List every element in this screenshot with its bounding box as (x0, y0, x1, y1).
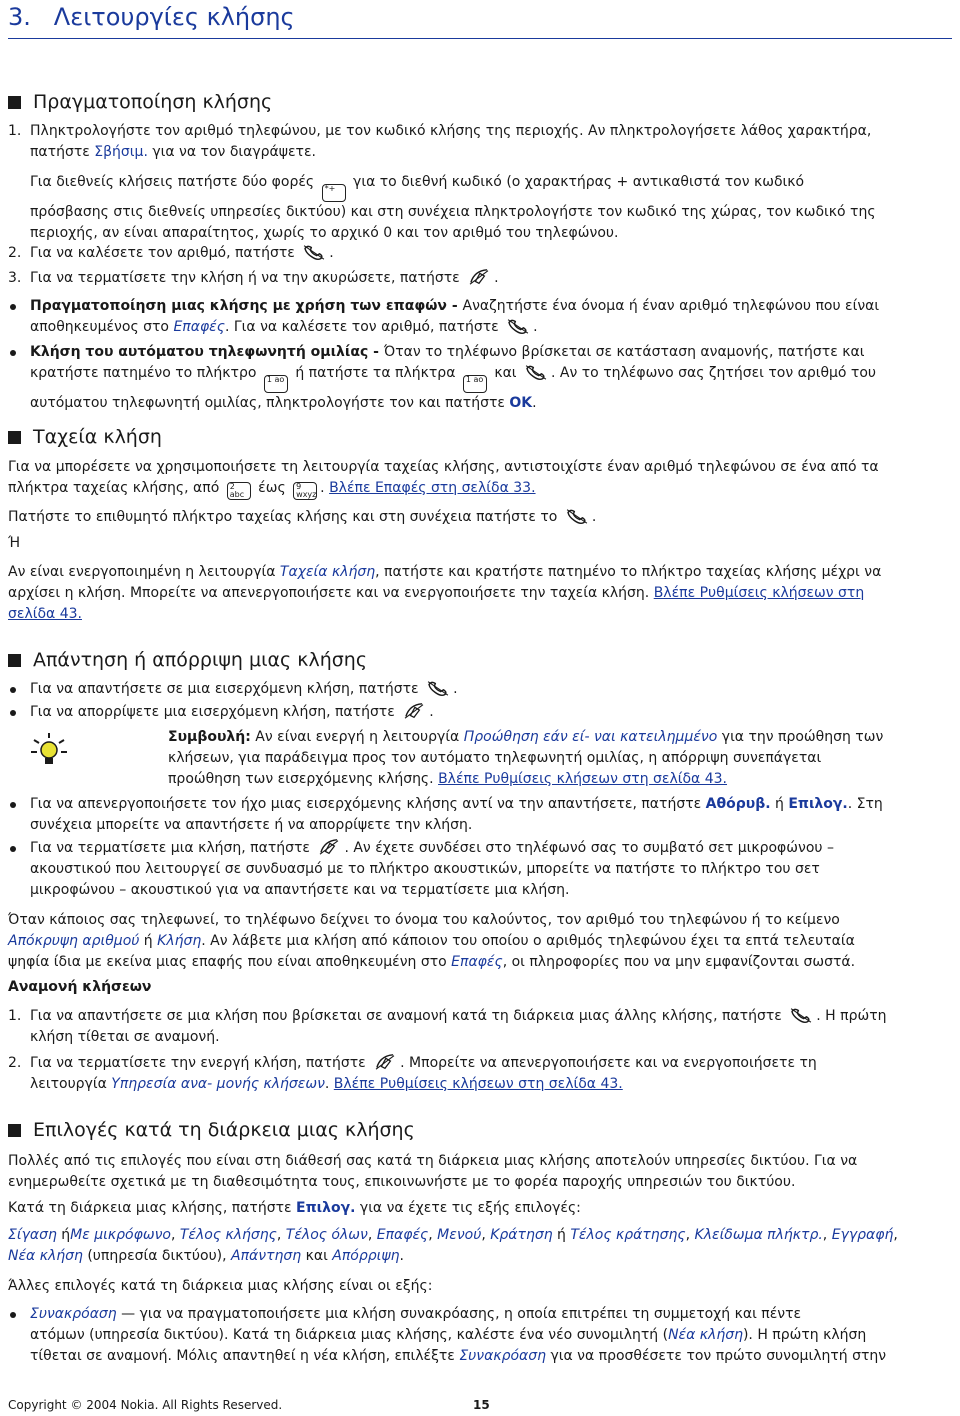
section-square-icon (8, 431, 21, 444)
waiting-step-2 (8, 1053, 952, 1095)
caller-id-paragraph (8, 910, 952, 973)
para-text: Πολλές από τις επιλογές που είναι στη διάθεσή σας κατά τη διάρκεια μιας κλήσης αποτελούν υπηρεσίες δικτύου. Για να (8, 1153, 858, 1169)
bullet-reject (8, 702, 952, 723)
bullet-answer (8, 679, 952, 700)
chapter-heading (8, 0, 295, 34)
option-hold: Κράτηση (490, 1227, 553, 1243)
step-text: Για να τερματίσετε την ενεργή κλήση, πατήστε (30, 1055, 371, 1071)
option-new-call: Νέα κλήση (8, 1248, 83, 1264)
bullet-text: . Αν έχετε συνδέσει στο τηλέφωνό σας το συμβατό σετ μικροφώνου – (344, 840, 834, 856)
para-text: Για διεθνείς κλήσεις πατήστε δύο φορές (30, 174, 319, 190)
step-1 (8, 121, 952, 163)
step-text: πατήστε (30, 144, 95, 160)
options-softkey: Επιλογ. (296, 1200, 356, 1216)
key-2-icon: 2 abc (227, 482, 251, 500)
option-menu: Μενού (437, 1227, 482, 1243)
section-heading-answer-reject (8, 648, 367, 672)
sep: , (685, 1227, 695, 1243)
sep: και (301, 1248, 333, 1264)
in-call-para-1 (8, 1151, 952, 1193)
bullet-text: . (453, 681, 458, 697)
bullet-bold: Κλήση του αυτόματου τηλεφωνητή ομιλίας - (30, 344, 384, 360)
bullet-mute (8, 794, 952, 836)
copyright-notice: Copyright © 2004 Nokia. All Rights Reserved. (8, 1398, 283, 1412)
end-key-icon (467, 268, 491, 286)
section-square-icon (8, 654, 21, 667)
chapter-number: 3. (8, 3, 31, 31)
see-call-settings-link[interactable]: σελίδα 43. (8, 606, 82, 622)
tip-text: κλήσεων, για παράδειγμα προς τον αυτόματο τηλεφωνητή ομιλίας, η απόρριψη συνεπάγεται (168, 750, 822, 766)
section-heading-in-call-options (8, 1118, 415, 1142)
hide-number-ref: Απόκρυψη αριθμού (8, 933, 140, 949)
call-key-icon (426, 679, 450, 697)
option-lock-keypad: Κλείδωμα πλήκτρ. (694, 1227, 823, 1243)
para-text: . (591, 509, 597, 525)
section-heading-speed-dial (8, 425, 162, 449)
tip-lightbulb-icon (30, 732, 68, 768)
conference-ref: Συνακρόαση (459, 1348, 547, 1364)
speed-dial-para-2 (8, 507, 952, 528)
bullet-text: αποθηκευμένος στο (30, 319, 174, 335)
bullet-text: ατόμων (υπηρεσία δικτύου). Κατά τη διάρκεια μιας κλήσης, καλέστε ένα νέο συνομιλητή ( (30, 1327, 669, 1343)
bullet-text: κρατήστε πατημένο το πλήκτρο (30, 365, 261, 381)
step-text: κλήση τίθεται σε αναμονή. (30, 1029, 220, 1045)
option-answer: Απάντηση (231, 1248, 302, 1264)
section-square-icon (8, 1124, 21, 1137)
bullet-text: Όταν το τηλέφωνο βρίσκεται σε κατάσταση αναμονής, πατήστε και (383, 344, 865, 360)
sep: ή (56, 1227, 71, 1243)
step-number: 3. (8, 270, 22, 286)
bullet-text: Για να απαντήσετε σε μια εισερχόμενη κλήση, πατήστε (30, 681, 424, 697)
para-text: αρχίσει η κλήση. Μπορείτε να απενεργοποιήσετε και να ενεργοποιήσετε την ταχεία κλήση. (8, 585, 654, 601)
sep: (υπηρεσία δικτύου), (82, 1248, 232, 1264)
bullet-end-call (8, 838, 952, 901)
step-text: λειτουργία (30, 1076, 112, 1092)
sep: , (367, 1227, 377, 1243)
sep: , (428, 1227, 438, 1243)
bullet-text: . Αν το τηλέφωνο σας ζητήσει τον αριθμό του (551, 365, 877, 381)
call-key-icon (524, 363, 548, 381)
step-text: . (324, 1076, 334, 1092)
bullet-text: Για να απορρίψετε μια εισερχόμενη κλήση, πατήστε (30, 704, 400, 720)
bullet-text: . (429, 704, 434, 720)
para-text: , πατήστε και κρατήστε πατημένο το πλήκτρο ταχείας κλήσης μέχρι να (375, 564, 882, 580)
option-record: Εγγραφή (831, 1227, 894, 1243)
para-text: έως (253, 480, 291, 496)
option-contacts: Επαφές (376, 1227, 429, 1243)
bullet-text: Αναζητήστε ένα όνομα ή έναν αριθμό τηλεφώνου που είναι (462, 298, 880, 314)
para-text: ή (139, 933, 158, 949)
bullet-text: Για να τερματίσετε μια κλήση, πατήστε (30, 840, 315, 856)
bullet-text: — για να πραγματοποιήσετε μια κλήση συνακρόασης, η οποία επιτρέπει τη συμμετοχή και πέντε (116, 1306, 802, 1322)
section-heading-make-call (8, 90, 272, 114)
bullet-text: . Στη (847, 796, 883, 812)
para-text: πρόσβασης στις διεθνείς υπηρεσίες δικτύου) και στη συνέχεια πληκτρολογήστε τον κωδικό της χώρας, τον κωδικό της (30, 204, 876, 220)
para-text: . Αν λάβετε μια κλήση από κάποιον του οποίου ο αριθμός τηλεφώνου έχει τα επτά τελευταία (201, 933, 855, 949)
option-end-all: Τέλος όλων (285, 1227, 368, 1243)
bullet-text: μικροφώνου – ακουστικού για να απαντήσετε και να τερματίσετε μια κλήση. (30, 882, 570, 898)
speed-dial-para-1 (8, 457, 952, 500)
para-text: για να έχετε τις εξής επιλογές: (355, 1200, 581, 1216)
key-1-icon: 1 ao (264, 375, 288, 393)
option-reject: Απόρριψη (332, 1248, 400, 1264)
call-ref: Κλήση (157, 933, 202, 949)
bullet-text: αυτόματου τηλεφωνητή ομιλίας, πληκτρολογήστε τον και πατήστε (30, 395, 510, 411)
silence-softkey: Αθόρυβ. (705, 796, 771, 812)
speed-dial-para-3 (8, 562, 952, 625)
sep: , (481, 1227, 491, 1243)
speed-dial-setting-ref: Ταχεία κλήση (279, 564, 376, 580)
contacts-menu-ref: Επαφές (173, 319, 225, 335)
bullet-voice-mailbox (8, 342, 952, 414)
in-call-para-3: Άλλες επιλογές κατά τη διάρκεια μιας κλήσης είναι οι εξής: (8, 1278, 433, 1294)
or-text: Ή (8, 535, 21, 551)
ok-softkey: OK (509, 395, 533, 411)
para-text: για το διεθνή κωδικό (ο χαρακτήρας + αντικαθιστά τον κωδικό (348, 174, 805, 190)
para-text: Κατά τη διάρκεια μιας κλήσης, πατήστε (8, 1200, 297, 1216)
section-title: Απάντηση ή απόρριψη μιας κλήσης (33, 649, 367, 671)
sep: ή (552, 1227, 571, 1243)
star-key-icon: *+ (322, 184, 346, 202)
international-call-paragraph (8, 172, 952, 244)
tip-text: για την προώθηση των (717, 729, 884, 745)
chapter-rule (8, 38, 952, 39)
in-call-para-2 (8, 1198, 952, 1219)
step-text: Για να καλέσετε τον αριθμό, πατήστε (30, 245, 300, 261)
tip-text: προώθηση των εισερχόμενης κλήσης. (168, 771, 439, 787)
call-key-icon (565, 507, 589, 525)
sep: , (170, 1227, 180, 1243)
see-contacts-link[interactable]: Βλέπε Επαφές στη σελίδα 33. (329, 480, 536, 496)
step-text: . Μπορείτε να απενεργοποιήσετε και να ενεργοποιήσετε τη (400, 1055, 817, 1071)
section-square-icon (8, 96, 21, 109)
delete-softkey: Σβήσιμ. (94, 144, 148, 160)
bullet-text: συνέχεια μπορείτε να απαντήσετε ή να απορρίψετε την κλήση. (30, 817, 473, 833)
para-text: , οι πληροφορίες που να μην εμφανίζονται σωστά. (502, 954, 856, 970)
call-key-icon (506, 317, 530, 335)
bullet-text: . Για να καλέσετε τον αριθμό, πατήστε (224, 319, 504, 335)
end-key-icon (373, 1053, 397, 1071)
step-text: . Η πρώτη (816, 1008, 887, 1024)
in-call-options-list (8, 1225, 952, 1267)
bullet-text: τίθεται σε αναμονή. Μόλις απαντηθεί η νέα κλήση, επιλέξτε (30, 1348, 460, 1364)
step-text: . (494, 270, 499, 286)
bullet-text: ή (770, 796, 789, 812)
bullet-bold: Πραγματοποίηση μιας κλήσης με χρήση των επαφών - (30, 298, 463, 314)
end-key-icon (402, 702, 426, 720)
step-text: Για να απαντήσετε σε μια κλήση που βρίσκεται σε αναμονή κατά τη διάρκεια μιας άλλης κλήσης, πατήστε (30, 1008, 787, 1024)
sep: , (276, 1227, 286, 1243)
step-number: 1. (8, 123, 22, 139)
para-text: Όταν κάποιος σας τηλεφωνεί, το τηλέφωνο δείχνει το όνομα του καλούντος, τον αριθμό του τηλεφώνου ή το κείμενο (8, 912, 840, 928)
para-text: περιοχής, αν είναι απαραίτητος, χωρίς το αρχικό 0 και τον αριθμό του τηλεφώνου. (30, 225, 619, 241)
para-text: ψηφία ίδια με εκείνα μιας επαφής που είναι αποθηκευμένη στο (8, 954, 452, 970)
step-3 (8, 268, 952, 289)
sep: , (822, 1227, 832, 1243)
bullet-text: για να προσθέσετε τον πρώτο συνομιλητή στην (546, 1348, 887, 1364)
bullet-text: ή πατήστε τα πλήκτρα (290, 365, 460, 381)
step-number: 2. (8, 245, 22, 261)
call-waiting-subheading: Αναμονή κλήσεων (8, 979, 152, 995)
para-text: Πατήστε το επιθυμητό πλήκτρο ταχείας κλήσης και στη συνέχεια πατήστε το (8, 509, 562, 525)
step-text: Για να τερματίσετε την κλήση ή να την ακυρώσετε, πατήστε (30, 270, 465, 286)
step-number: 1. (8, 1008, 22, 1024)
step-text: Πληκτρολογήστε τον αριθμό τηλεφώνου, με τον κωδικό κλήσης της περιοχής. Αν πληκτρολογήσετε λάθος χαρακτήρα, (30, 123, 872, 139)
section-title: Ταχεία κλήση (33, 426, 162, 448)
sep: . (399, 1248, 404, 1264)
para-text: . (320, 480, 330, 496)
para-text: ενημερωθείτε σχετικά με τη διαθεσιμότητα τους, επικοινωνήστε με το φορέα παροχής υπηρεσιών του δικτύου. (8, 1174, 796, 1190)
sep: , (893, 1227, 898, 1243)
section-title: Πραγματοποίηση κλήσης (33, 91, 273, 113)
step-text: . (329, 245, 334, 261)
end-key-icon (317, 838, 341, 856)
page-number: 15 (473, 1398, 490, 1412)
options-softkey: Επιλογ. (788, 796, 848, 812)
tip-text: Αν είναι ενεργή η λειτουργία (250, 729, 464, 745)
step-2 (8, 243, 952, 264)
bullet-text: ). Η πρώτη κλήση (742, 1327, 867, 1343)
option-unhold: Τέλος κράτησης (570, 1227, 686, 1243)
option-mute: Σίγαση (8, 1227, 57, 1243)
para-text: Αν είναι ενεργοποιημένη η λειτουργία (8, 564, 280, 580)
conference-ref: Συνακρόαση (30, 1306, 117, 1322)
bullet-conference (8, 1304, 952, 1367)
step-number: 2. (8, 1055, 22, 1071)
bullet-text: Για να απενεργοποιήσετε τον ήχο μιας εισερχόμενης κλήσης αντί να την απαντήσετε, πατήστε (30, 796, 706, 812)
call-waiting-service-ref: Υπηρεσία ανα- μονής κλήσεων (111, 1076, 325, 1092)
see-call-settings-link[interactable]: Βλέπε Ρυθμίσεις κλήσεων στη (653, 585, 865, 601)
call-key-icon (302, 243, 326, 261)
chapter-title: Λειτουργίες κλήσης (53, 3, 295, 31)
divert-if-busy-ref: Προώθηση εάν εί- ναι κατειλημμένο (463, 729, 718, 745)
waiting-step-1 (8, 1006, 952, 1048)
new-call-ref: Νέα κλήση (668, 1327, 743, 1343)
call-key-icon (789, 1006, 813, 1024)
tip-label: Συμβουλή: (168, 729, 251, 745)
bullet-text: και (489, 365, 521, 381)
bullet-call-from-contacts (8, 296, 952, 338)
key-1-icon: 1 ao (463, 375, 487, 393)
bullet-text: . (532, 395, 537, 411)
para-text: πλήκτρα ταχείας κλήσης, από (8, 480, 224, 496)
para-text: Για να μπορέσετε να χρησιμοποιήσετε τη λειτουργία ταχείας κλήσης, αντιστοιχίστε έναν αριθμό τηλεφώνου σε ένα από τα (8, 459, 879, 475)
see-call-settings-link[interactable]: Βλέπε Ρυθμίσεις κλήσεων στη σελίδα 43. (438, 771, 728, 787)
see-call-settings-link[interactable]: Βλέπε Ρυθμίσεις κλήσεων στη σελίδα 43. (333, 1076, 623, 1092)
tip-box (168, 727, 952, 790)
step-text: για να τον διαγράψετε. (147, 144, 317, 160)
bullet-text: ακουστικού που λειτουργεί σε συνδυασμό με το πλήκτρο ακουστικών, μπορείτε να πατήστε το πλήκτρο του σετ (30, 861, 820, 877)
option-end-call: Τέλος κλήσης (179, 1227, 277, 1243)
contacts-menu-ref: Επαφές (451, 954, 503, 970)
bullet-text: . (533, 319, 538, 335)
option-unmute: Με μικρόφωνο (70, 1227, 171, 1243)
section-title: Επιλογές κατά τη διάρκεια μιας κλήσης (33, 1119, 415, 1141)
key-9-icon: 9 wxyz (293, 482, 317, 500)
